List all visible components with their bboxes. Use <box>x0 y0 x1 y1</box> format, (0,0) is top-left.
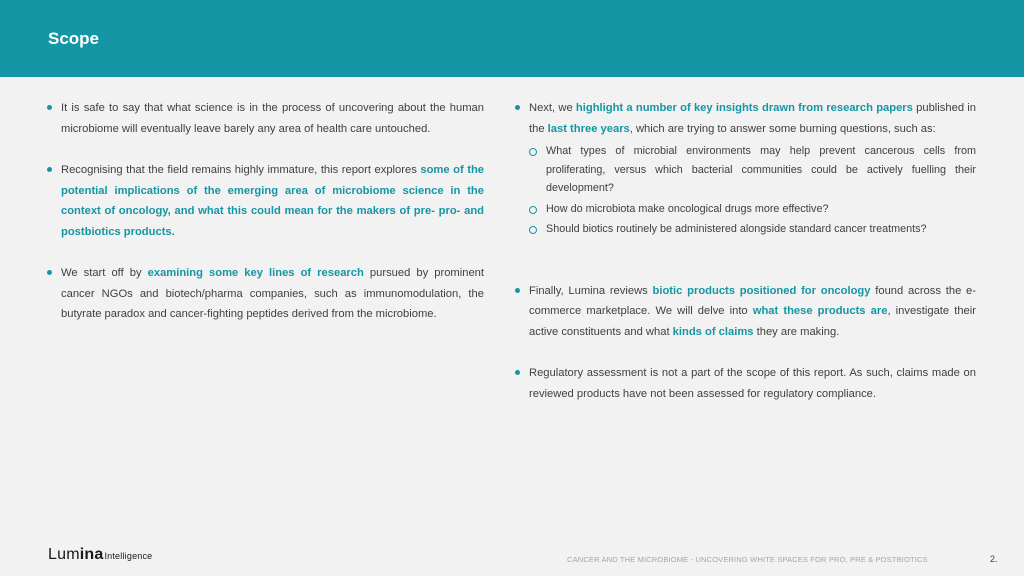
bullet-dot-icon <box>515 370 520 375</box>
page-number: 2. <box>990 554 998 564</box>
bullet-item <box>512 363 976 404</box>
bullet-dot-icon <box>47 167 52 172</box>
right-column <box>512 98 976 404</box>
highlight-text: what these products are <box>752 305 888 317</box>
bullet-item <box>44 98 484 139</box>
sub-item <box>512 200 976 219</box>
sub-item <box>512 220 976 239</box>
sub-item-text: What types of microbial environments may help prevent cancerous cells from proliferating, versus which bacterial communities could be actively fuelling their development? <box>546 145 976 194</box>
bullet-text: , investigate their active constituents and what <box>529 305 976 338</box>
bullet-text: , which are trying to answer some burning questions, such as: <box>629 122 936 135</box>
circle-bullet-icon <box>529 226 537 234</box>
bullet-text: pursued by prominent cancer NGOs and biotech/pharma companies, such as immunomodulation, the butyrate paradox and cancer-fighting peptides derived from the microbiome. <box>61 267 485 320</box>
bullet-text: We start off by <box>61 267 148 279</box>
highlight-text: kinds of claims <box>672 325 754 338</box>
bullet-item <box>44 160 484 242</box>
header-bar <box>0 0 1024 77</box>
logo-subtext: Intelligence <box>104 551 153 561</box>
sub-item-text: Should biotics routinely be administered alongside standard cancer treatments? <box>546 223 927 235</box>
circle-bullet-icon <box>529 206 537 214</box>
logo-text-bold: ina <box>79 546 104 563</box>
bullet-text: found across the e-commerce marketplace. We will delve into <box>529 284 977 317</box>
bullet-dot-icon <box>47 270 52 275</box>
bullet-text: Next, we <box>529 102 576 114</box>
logo-text: Lum <box>48 546 80 563</box>
circle-bullet-icon <box>529 148 537 156</box>
left-column <box>44 98 484 325</box>
bullet-text: Finally, Lumina reviews <box>529 284 653 297</box>
bullet-text: published in the <box>529 102 976 135</box>
bullet-text: they are making. <box>753 325 840 338</box>
highlight-text: some of the potential implications of the emerging area of microbiome science in the context of oncology, and what this could mean for the makers of pre- pro- and postbiotics products. <box>61 164 484 238</box>
highlight-text: examining some key lines of research <box>147 267 364 279</box>
bullet-dot-icon <box>515 105 520 110</box>
highlight-text: last three years <box>547 122 630 135</box>
highlight-text: highlight a number of key insights drawn from research papers <box>575 102 913 114</box>
bullet-item <box>512 281 976 343</box>
page-title: Scope <box>48 29 100 48</box>
footer-title: CANCER AND THE MICROBIOME - UNCOVERING WHITE SPACES FOR PRO, PRE & POSTBIOTICS <box>567 555 928 564</box>
bullet-text: It is safe to say that what science is in the process of uncovering about the human microbiome will eventually leave barely any area of health care untouched. <box>61 102 484 135</box>
lumina-logo <box>48 546 152 564</box>
bullet-text: Recognising that the field remains highly immature, this report explores <box>61 164 421 176</box>
bullet-item <box>512 98 976 139</box>
bullet-dot-icon <box>47 105 52 110</box>
bullet-dot-icon <box>515 288 520 293</box>
sub-item-text: How do microbiota make oncological drugs more effective? <box>546 202 829 215</box>
sub-item <box>512 142 976 198</box>
bullet-text: Regulatory assessment is not a part of the scope of this report. As such, claims made on reviewed products have not been assessed for regulatory compliance. <box>529 367 976 400</box>
bullet-item <box>44 263 484 325</box>
highlight-text: biotic products positioned for oncology <box>652 284 871 297</box>
sub-list <box>512 142 976 239</box>
